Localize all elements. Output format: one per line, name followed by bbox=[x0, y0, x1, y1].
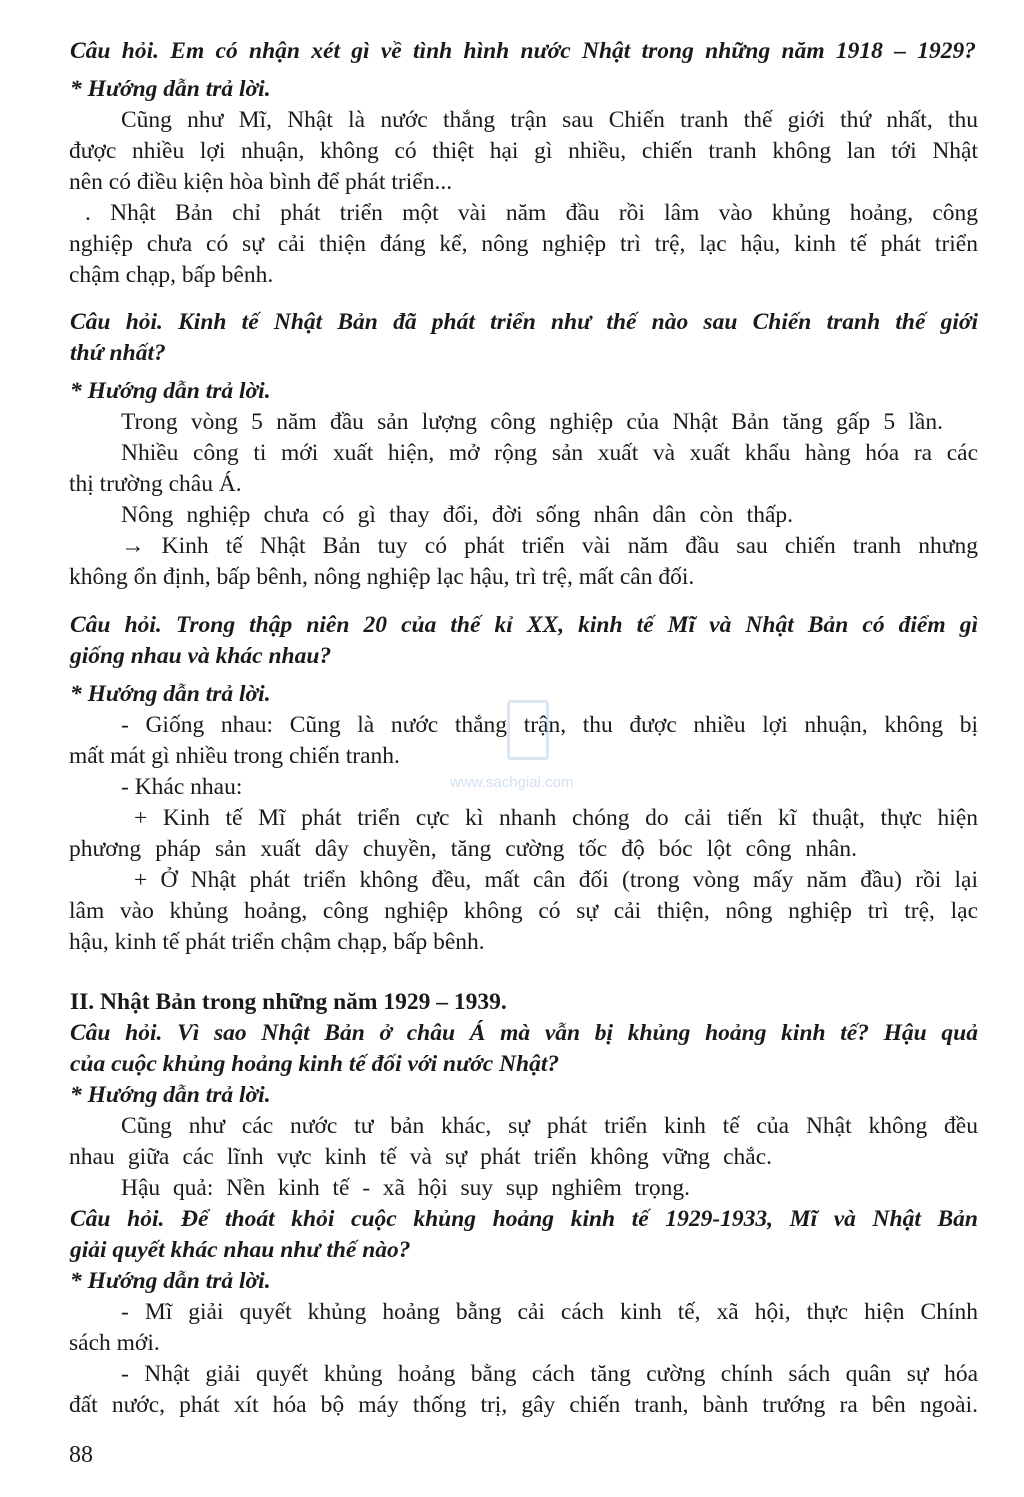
question-line: Câu hỏi. Kinh tế Nhật Bản đã phát triển như thế nào sau Chiến tranh thế giới bbox=[70, 309, 978, 335]
answer-heading: * Hướng dẫn trả lời. bbox=[70, 1268, 271, 1294]
question-line: Câu hỏi. Em có nhận xét gì về tình hình nước Nhật trong những năm 1918 – 1929? bbox=[70, 38, 976, 64]
body-line: + Kinh tế Mĩ phát triển cực kì nhanh chóng do cải tiến kĩ thuật, thực hiện bbox=[134, 805, 978, 831]
body-line: . Nhật Bản chỉ phát triển một vài năm đầu rồi lâm vào khủng hoảng, công bbox=[85, 200, 978, 226]
body-line: Cũng như Mĩ, Nhật là nước thắng trận sau Chiến tranh thế giới thứ nhất, thu bbox=[121, 107, 978, 133]
body-line: nên có điều kiện hòa bình để phát triển... bbox=[69, 169, 453, 195]
question-line: của cuộc khủng hoảng kinh tế đối với nước Nhật? bbox=[70, 1051, 560, 1077]
page-number: 88 bbox=[69, 1442, 93, 1468]
answer-heading: * Hướng dẫn trả lời. bbox=[70, 1082, 271, 1108]
body-line: Nhiều công ti mới xuất hiện, mở rộng sản xuất và xuất khẩu hàng hóa ra các bbox=[121, 440, 978, 466]
body-line: sách mới. bbox=[69, 1330, 160, 1356]
question-line: thứ nhất? bbox=[70, 340, 166, 366]
body-line: mất mát gì nhiều trong chiến tranh. bbox=[69, 743, 400, 769]
body-line: thị trường châu Á. bbox=[69, 471, 242, 497]
body-line: chậm chạp, bấp bênh. bbox=[69, 262, 274, 288]
question-line: giải quyết khác nhau như thế nào? bbox=[70, 1237, 411, 1263]
body-line: → Kinh tế Nhật Bản tuy có phát triển vài năm đầu sau chiến tranh nhưng bbox=[121, 533, 978, 559]
answer-heading: * Hướng dẫn trả lời. bbox=[70, 378, 271, 404]
body-line: Hậu quả: Nền kinh tế - xã hội suy sụp nghiêm trọng. bbox=[121, 1175, 690, 1201]
watermark-url: www.sachgiai.com bbox=[450, 774, 574, 791]
body-line: phương pháp sản xuất dây chuyền, tăng cường tốc độ bóc lột công nhân. bbox=[69, 836, 857, 862]
body-line: không ổn định, bấp bênh, nông nghiệp lạc hậu, trì trệ, mất cân đối. bbox=[69, 564, 695, 590]
question-line: Câu hỏi. Vì sao Nhật Bản ở châu Á mà vẫn bị khủng hoảng kinh tế? Hậu quả bbox=[70, 1020, 978, 1046]
body-line: - Mĩ giải quyết khủng hoảng bằng cải cách kinh tế, xã hội, thực hiện Chính bbox=[121, 1299, 978, 1325]
question-line: giống nhau và khác nhau? bbox=[70, 643, 332, 669]
body-line: - Khác nhau: bbox=[121, 774, 243, 800]
question-line: Câu hỏi. Để thoát khỏi cuộc khủng hoảng kinh tế 1929-1933, Mĩ và Nhật Bản bbox=[70, 1206, 978, 1232]
answer-heading: * Hướng dẫn trả lời. bbox=[70, 76, 271, 102]
body-line: được nhiều lợi nhuận, không có thiệt hại gì nhiều, chiến tranh không lan tới Nhật bbox=[69, 138, 978, 164]
body-line: nghiệp chưa có sự cải thiện đáng kể, nông nghiệp trì trệ, lạc hậu, kinh tế phát triển bbox=[69, 231, 978, 257]
body-line: Trong vòng 5 năm đầu sản lượng công nghiệp của Nhật Bản tăng gấp 5 lần. bbox=[121, 409, 943, 435]
section-heading: II. Nhật Bản trong những năm 1929 – 1939. bbox=[70, 989, 507, 1015]
body-line: Cũng như các nước tư bản khác, sự phát triển kinh tế của Nhật không đều bbox=[121, 1113, 978, 1139]
body-line: Nông nghiệp chưa có gì thay đổi, đời sống nhân dân còn thấp. bbox=[121, 502, 793, 528]
body-line: nhau giữa các lĩnh vực kinh tế và sự phát triển không vững chắc. bbox=[69, 1144, 772, 1170]
body-line: lâm vào khủng hoảng, công nghiệp không có sự cải thiện, nông nghiệp trì trệ, lạc bbox=[69, 898, 978, 924]
body-line: hậu, kinh tế phát triển chậm chạp, bấp bênh. bbox=[69, 929, 485, 955]
body-line: - Nhật giải quyết khủng hoảng bằng cách tăng cường chính sách quân sự hóa bbox=[121, 1361, 978, 1387]
body-line: - Giống nhau: Cũng là nước thắng trận, thu được nhiều lợi nhuận, không bị bbox=[121, 712, 978, 738]
answer-heading: * Hướng dẫn trả lời. bbox=[70, 681, 271, 707]
body-line: đất nước, phát xít hóa bộ máy thống trị, gây chiến tranh, bành trướng ra bên ngoài. bbox=[69, 1392, 978, 1418]
question-line: Câu hỏi. Trong thập niên 20 của thế kỉ XX, kinh tế Mĩ và Nhật Bản có điểm gì bbox=[70, 612, 978, 638]
body-line: + Ở Nhật phát triển không đều, mất cân đối (trong vòng mấy năm đầu) rồi lại bbox=[134, 867, 978, 893]
